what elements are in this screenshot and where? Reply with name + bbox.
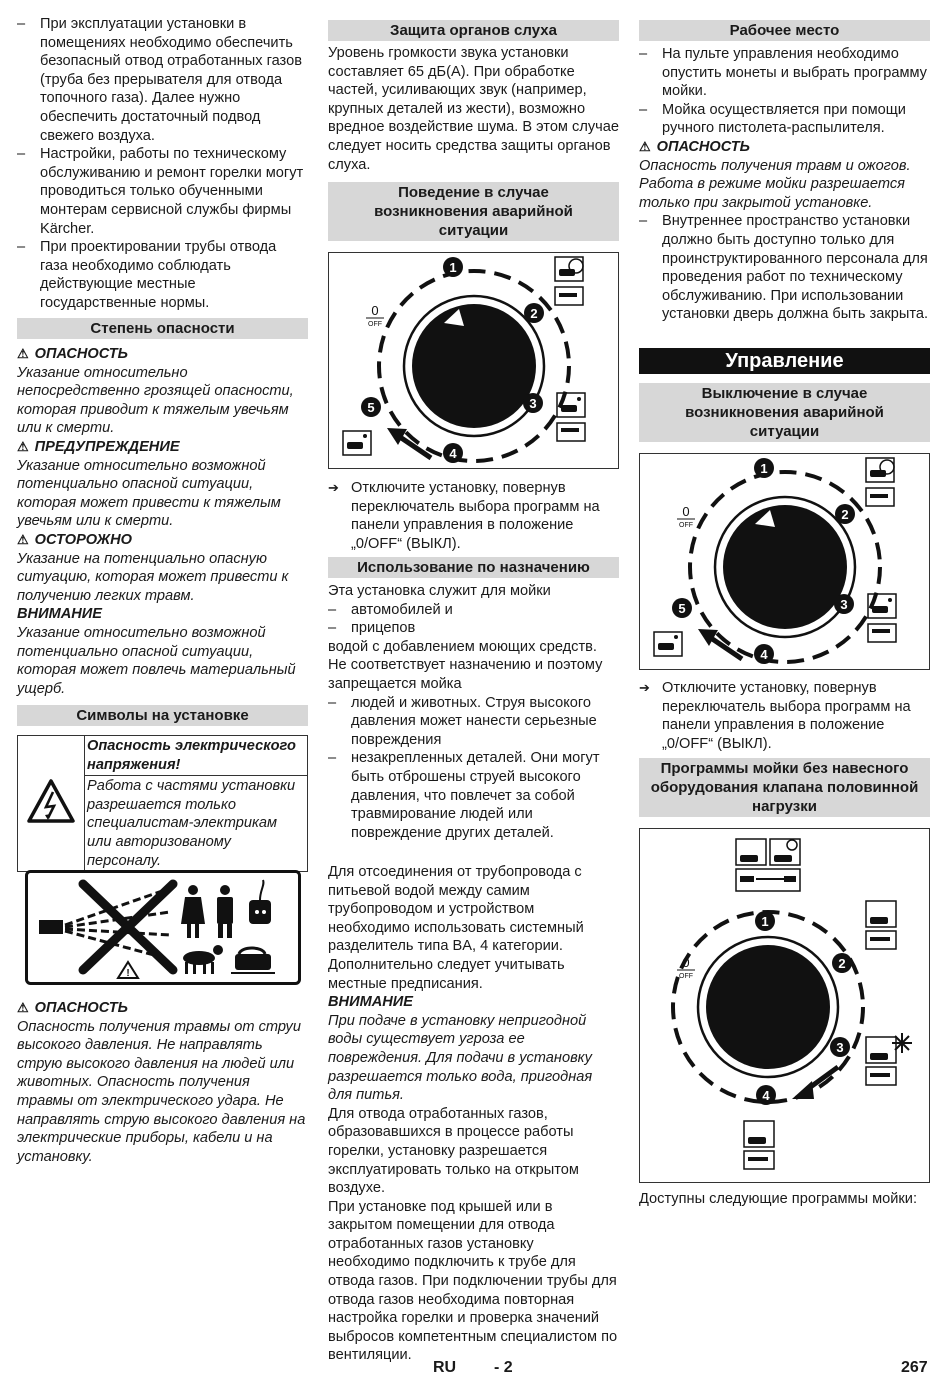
footer-page-local: - 2 — [494, 1359, 513, 1376]
hearing-text: Уровень громкости звука установки составляет 65 дБ(А). При обработке частей, усиливающих звук (например, крупных деталей из жести), возможно вредное воздействие шума. В этом случае следует носить средства защиты органов слуха. — [328, 45, 619, 173]
attention-label: ВНИМАНИЕ — [17, 606, 103, 623]
disconnect-text: Для отсоединения от трубопровода с питьевой водой между самим трубопроводом и устройством необходимо использовать системный разделитель типа BA, 4 категории. Дополнительно следует учитывать местные предписания. — [328, 864, 584, 992]
programs-intro: Доступны следующие программы мойки: — [639, 1191, 918, 1207]
workplace-block — [639, 45, 930, 324]
section-heading-workplace: Рабочее место — [639, 20, 930, 41]
danger-heading — [639, 138, 930, 157]
warning-triangle-icon: ⚠ — [17, 438, 29, 454]
dial-number: 5 — [678, 601, 686, 616]
svg-text:!: ! — [126, 968, 130, 979]
dial-number: 3 — [529, 396, 537, 411]
top-list — [17, 15, 308, 313]
caution-heading — [17, 531, 308, 550]
list-item: – автомобилей и — [328, 601, 619, 620]
symbol-table — [17, 735, 308, 872]
attention-text: Указание относительно возможной потенциально опасной ситуации, которая может повлечь материальный ущерб. — [17, 624, 296, 697]
list-item: – При проектировании трубы отвода газа необходимо соблюдать действующие местные государственные нормы. — [17, 238, 308, 312]
warning-label: ПРЕДУПРЕЖДЕНИЕ — [34, 438, 180, 455]
symbol-text: Работа с частями установки разрешается только специалистам-электрикам или авторизованому персоналу. — [85, 776, 308, 872]
list-item: – Внутреннее пространство установки должно быть доступно только для проинструктированного персонала для проведения работ по техническому обслуживанию. При использовании установки дверь должна быть закрыта. — [639, 212, 930, 324]
list-item: – Мойка осуществляется при помощи ручного пистолета-распылителя. — [639, 101, 930, 138]
dial-number: 1 — [761, 914, 769, 929]
danger2-label: ОПАСНОСТЬ — [34, 1000, 128, 1016]
chapter-heading-control: Управление — [639, 348, 930, 374]
section-heading-programs: Программы мойки без навесного оборудования клапана половинной нагрузки — [639, 758, 930, 817]
section-heading-symbols: Символы на установке — [17, 705, 308, 726]
purpose-mid: водой с добавлением моющих средств. Не соответствует назначению и поэтому запрещается мойка — [328, 638, 603, 692]
exhaust-text-2: При установке под крышей или в закрытом помещении для отвода отработанных газов установку необходимо подключить к трубе для отвода газов. При подключении трубы для отвода газов необходима повторная настройка горелки и проверка значений выбросов компетентным специалистом по вентиляции. — [328, 1198, 618, 1364]
shutdown-step — [639, 679, 930, 753]
danger2-heading — [17, 999, 308, 1018]
dial-off-word: OFF — [679, 522, 693, 529]
list-item: – При эксплуатации установки в помещениях необходимо обеспечить безопасный отвод отработанных газов (труба без прерывателя для отвода топочного газа). Далее нужно обеспечить достаточный подвод свежего воздуха. — [17, 15, 308, 145]
warning-heading — [17, 438, 308, 457]
section-heading-purpose: Использование по назначению — [328, 557, 619, 578]
electric-hazard-icon — [18, 736, 85, 872]
emergency-step — [328, 479, 619, 553]
wash-programs-dial-diagram — [639, 828, 930, 1183]
dial-number: 4 — [449, 446, 457, 461]
dial-number: 2 — [530, 306, 538, 321]
caution-label: ОСТОРОЖНО — [34, 531, 133, 548]
emergency-step-text: ➔ Отключите установку, повернув переключатель выбора программ на панели управления в положение „0/OFF“ (ВЫКЛ). — [328, 479, 619, 553]
dial-number: 3 — [836, 1040, 844, 1055]
danger-label: ОПАСНОСТЬ — [656, 138, 750, 155]
dial-number: 4 — [760, 647, 768, 662]
list-item: – Настройки, работы по техническому обслуживанию и ремонт горелки могут проводиться только обученными монтерам сервисной службы фирмы Kärcher. — [17, 145, 308, 238]
dial-off-word: OFF — [368, 321, 382, 328]
dial-number: 5 — [367, 400, 375, 415]
hazard-levels — [17, 345, 308, 698]
footer-language: RU — [433, 1359, 457, 1376]
exhaust-text-1: Для отвода отработанных газов, образовавшихся в процессе работы горелки, установку разрешается эксплуатировать только на открытом воздухе. — [328, 1105, 579, 1197]
attention-label: ВНИМАНИЕ — [328, 994, 414, 1011]
section-heading-hearing: Защита органов слуха — [328, 20, 619, 41]
section-heading-hazard: Степень опасности — [17, 318, 308, 339]
section-heading-emergency: Поведение в случае возникновения аварийной ситуации — [328, 182, 619, 241]
no-spray-pictogram — [25, 870, 301, 985]
list-item: – прицепов — [328, 619, 619, 638]
purpose-block — [328, 582, 619, 842]
warning-triangle-icon: ⚠ — [639, 138, 651, 154]
warning-text: Указание относительно возможной потенциально опасной ситуации, которая может привести к тяжелым увечьям или к смерти. — [17, 457, 281, 530]
list-item: – На пульте управления необходимо опустить монеты и выбрать программу мойки. — [639, 45, 930, 101]
section-heading-shutdown: Выключение в случае возникновения аварийной ситуации — [639, 383, 930, 442]
attention-text: При подаче в установку непригодной воды существует угроза ее повреждения. Для подачи в установку разрешается только вода, пригодная для питья. — [328, 1012, 593, 1104]
dial-off-number: 0 — [371, 303, 379, 318]
danger-label: ОПАСНОСТЬ — [34, 346, 128, 362]
danger2-text: Опасность получения травмы от струи высокого давления. Не направлять струю высокого давления на людей или животных. Опасность получения травмы от электрического удара. Не направлять струю высокого давления на электрические приборы, кабели и на установку. — [17, 1018, 306, 1165]
dial-off-word: OFF — [679, 973, 693, 980]
danger-heading — [17, 345, 308, 364]
purpose-intro: Эта установка служит для мойки — [328, 583, 551, 599]
dial-number: 1 — [760, 461, 768, 476]
shutdown-step-text: ➔ Отключите установку, повернув переключатель выбора программ на панели управления в положение „0/OFF“ (ВЫКЛ). — [639, 679, 930, 753]
symbol-title: Опасность электрического напряжения! — [87, 738, 296, 773]
danger-text: Указание относительно непосредственно грозящей опасности, которая приводит к тяжелым увечьям или к смерти. — [17, 364, 294, 437]
dial-number: 1 — [449, 260, 457, 275]
warning-triangle-icon: ⚠ — [17, 1000, 29, 1015]
warning-triangle-icon: ⚠ — [17, 346, 29, 361]
danger-text: Опасность получения травм и ожогов. Работа в режиме мойки разрешается только при закрытой установке. — [639, 157, 911, 211]
dial-number: 2 — [841, 507, 849, 522]
dial-number: 4 — [762, 1088, 770, 1103]
dial-number: 3 — [840, 597, 848, 612]
danger-block-2 — [17, 999, 308, 1166]
list-item: – людей и животных. Струя высокого давления может нанести серьезные повреждения — [328, 694, 619, 750]
caution-text: Указание на потенциально опасную ситуацию, которая может привести к получению легких травм. — [17, 550, 289, 604]
dial-number: 2 — [838, 956, 846, 971]
footer-page-number: 267 — [901, 1359, 928, 1376]
dial-off-number: 0 — [682, 955, 690, 970]
water-block — [328, 863, 619, 1365]
list-item: – незакрепленных деталей. Они могут быть отброшены струей высокого давления, что повлечет за собой травмирование людей или повреждение других деталей. — [328, 749, 619, 842]
program-dial-diagram — [328, 252, 619, 469]
program-dial-diagram — [639, 453, 930, 670]
warning-triangle-icon: ⚠ — [17, 531, 29, 547]
dial-off-number: 0 — [682, 504, 690, 519]
